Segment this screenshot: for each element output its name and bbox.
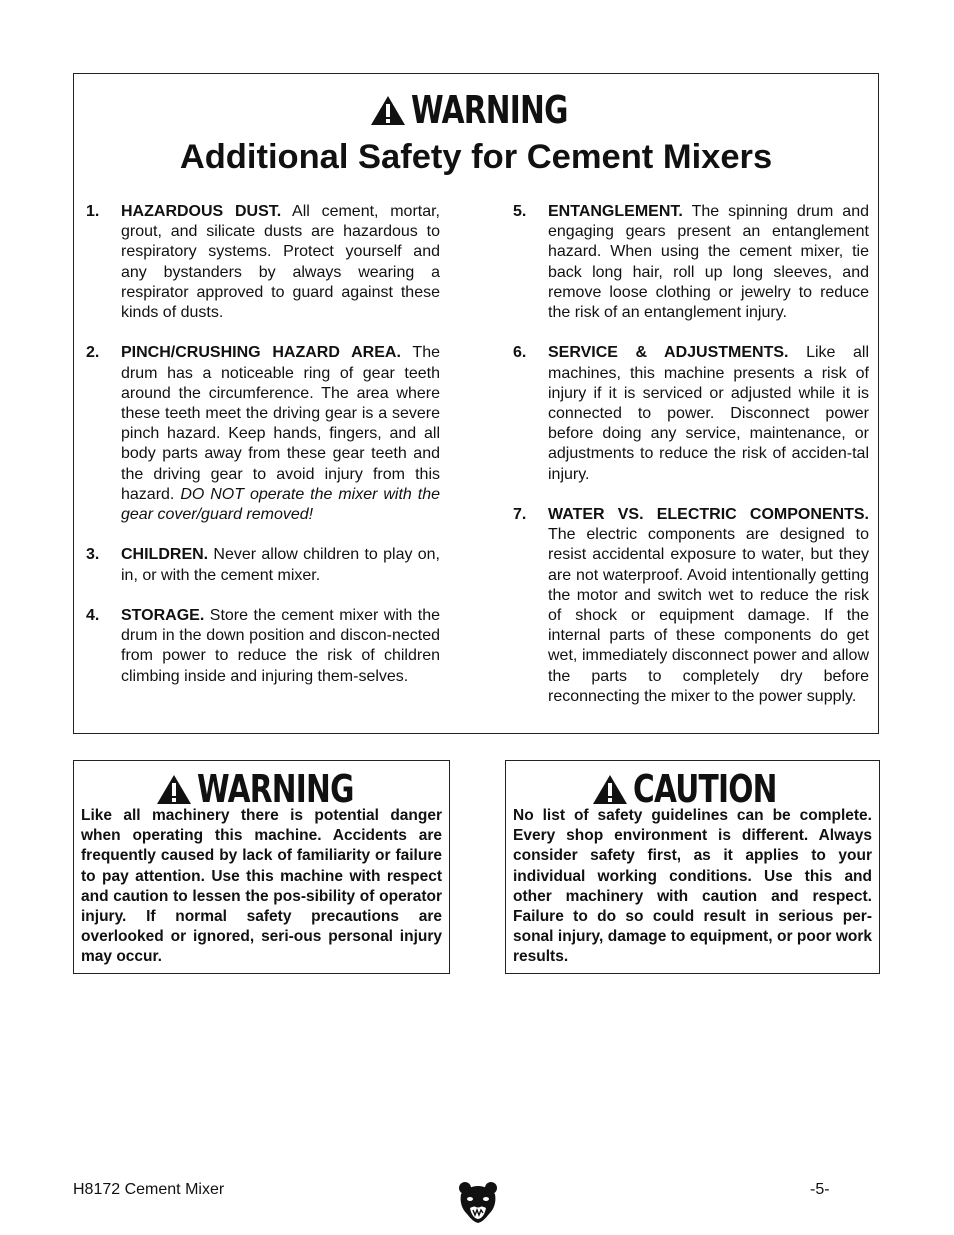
warning-signal-word: WARNING — [196, 767, 354, 811]
right-column — [513, 202, 869, 727]
general-warning-box — [73, 760, 450, 974]
warning-triangle-icon — [591, 773, 629, 806]
warning-signal — [74, 767, 449, 811]
main-warning-signal — [74, 88, 878, 132]
general-caution-box — [505, 760, 880, 974]
caution-signal-word: CAUTION — [632, 767, 777, 811]
list-item: 3. CHILDREN. Never allow children to play on, in, or with the cement mixer. — [86, 546, 440, 584]
list-item: 2. PINCH/CRUSHING HAZARD AREA. The drum has a noticeable ring of gear teeth around the circumference. The area where these teeth meet the driving gear is a severe pinch hazard. Keep hands, fingers, and all body parts away from these gear teeth and the driving gear to avoid injury from this hazard. DO NOT operate the mixer with the gear cover/guard removed! — [86, 344, 441, 524]
warning-text: Like all machinery there is potential danger when operating this machine. Accidents are frequently caused by lack of familiarity or failure to pay attention. Use this machine with respect and caution to lessen the pos-sibility of operator injury. If normal safety precautions are overlooked or ignored, seri-ous personal injury may occur. — [81, 807, 442, 966]
page-number: -5- — [810, 1181, 830, 1198]
list-item: 5. ENTANGLEMENT. The spinning drum and engaging gears present an entanglement hazard. When using the cement mixer, tie back long hair, roll up long sleeves, and remove loose clothing or jewelry to reduce the risk of an entanglement injury. — [513, 203, 869, 322]
additional-safety-panel — [73, 73, 879, 734]
footer-model: H8172 Cement Mixer — [73, 1181, 225, 1198]
warning-triangle-icon — [155, 773, 193, 806]
caution-signal — [506, 767, 879, 811]
list-item: 7. WATER VS. ELECTRIC COMPONENTS. The electric components are designed to resist accidental exposure to water, but they are not waterproof. Avoid intentionally getting the motor and switch wet to reduce the risk of shock or equipment damage. If the internal parts of these components do get wet, immediately disconnect power and allow the parts to completely dry before reconnecting the mixer to the power supply. — [513, 506, 869, 705]
list-item: 4. STORAGE. Store the cement mixer with the drum in the down position and discon-nected from power to reduce the risk of children climbing inside and injuring them-selves. — [86, 607, 440, 685]
warning-triangle-icon — [369, 94, 407, 127]
main-signal-word: WARNING — [411, 88, 568, 132]
main-title: Additional Safety for Cement Mixers — [179, 138, 773, 176]
left-column — [86, 202, 440, 707]
caution-text: No list of safety guidelines can be complete. Every shop environment is different. Always consider safety first, as it applies to your individual working conditions. Use this and other machinery with caution and respect. Failure to do so could result in serious per-sonal injury, damage to equipment, or poor work results. — [513, 807, 872, 966]
list-item: 6. SERVICE & ADJUSTMENTS. Like all machines, this machine presents a risk of injury if it is serviced or adjusted while it is connected to power. Disconnect power before doing any service, maintenance, or adjustments to reduce the risk of acciden-tal injury. — [513, 344, 869, 483]
bear-head-logo-icon — [457, 1180, 499, 1224]
list-item: 1. HAZARDOUS DUST. All cement, mortar, grout, and silicate dusts are hazardous to respiratory systems. Protect yourself and any bystanders by always wearing a respirator approved to guard against these kinds of dusts. — [86, 203, 441, 322]
